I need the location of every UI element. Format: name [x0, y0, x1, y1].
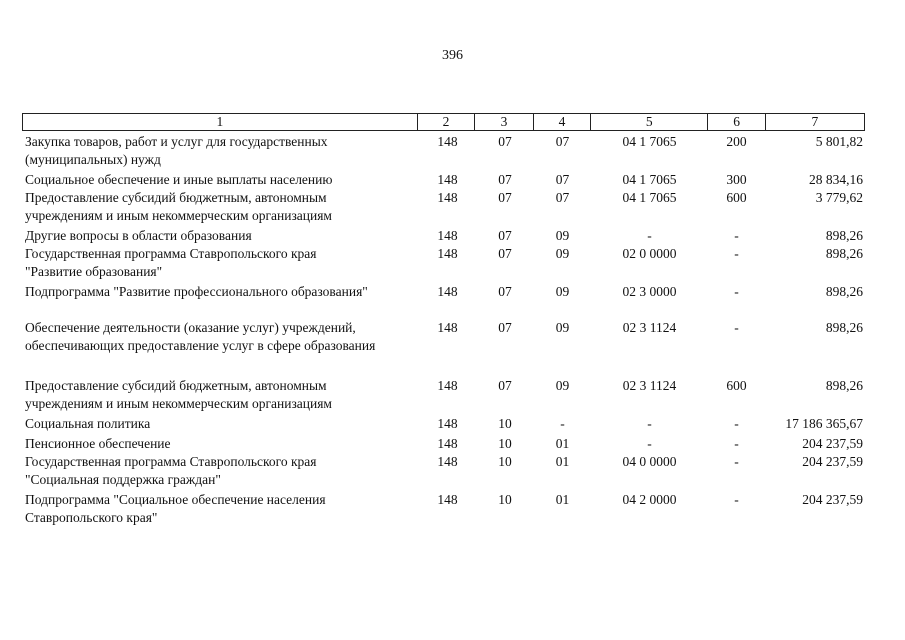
row-amount: 898,26: [825, 320, 863, 335]
row-col-4: 01: [555, 454, 570, 469]
row-name: Закупка товаров, работ и услуг для государственных (муниципальных) нужд: [25, 134, 328, 167]
row-col-5: 04 1 7065: [622, 134, 677, 149]
row-col-5: 04 0 0000: [622, 454, 677, 469]
row-amount: 204 237,59: [802, 436, 863, 451]
row-amount: 17 186 365,67: [785, 416, 863, 431]
row-amount: 898,26: [825, 378, 863, 393]
row-col-5: -: [647, 228, 652, 243]
row-col-6: -: [734, 416, 739, 431]
row-col-5: 02 0 0000: [622, 246, 677, 261]
row-col-5: -: [647, 436, 652, 451]
row-col-2: 148: [437, 172, 458, 187]
row-col-6: -: [734, 246, 739, 261]
row-col-3: 07: [498, 190, 512, 205]
row-amount: 898,26: [825, 246, 863, 261]
row-col-5: 04 2 0000: [622, 492, 677, 507]
row-col-3: 10: [498, 492, 512, 507]
table-row: [22, 491, 865, 527]
row-col-6: -: [734, 284, 739, 299]
row-col-3: 10: [498, 454, 512, 469]
row-col-6: -: [734, 492, 739, 507]
row-name: Другие вопросы в области образования: [25, 228, 252, 243]
row-col-2: 148: [437, 284, 458, 299]
table-row: [22, 453, 865, 489]
row-col-2: 148: [437, 436, 458, 451]
row-amount: 5 801,82: [815, 134, 863, 149]
row-name: Пенсионное обеспечение: [25, 436, 171, 451]
row-col-4: 09: [555, 320, 570, 335]
row-col-4: 01: [555, 492, 570, 507]
row-col-4: -: [560, 416, 565, 431]
row-col-3: 07: [498, 228, 512, 243]
row-col-4: 09: [555, 228, 570, 243]
header-col-7: 7: [765, 114, 864, 130]
row-col-5: 04 1 7065: [622, 172, 677, 187]
row-col-5: 04 1 7065: [622, 190, 677, 205]
row-name: Государственная программа Ставропольского края "Социальная поддержка граждан": [25, 454, 317, 487]
row-col-3: 07: [498, 172, 512, 187]
budget-table: [22, 113, 865, 527]
row-col-3: 07: [498, 284, 512, 299]
page-number: 396: [442, 48, 463, 63]
table-row: [22, 283, 865, 319]
row-name: Социальная политика: [25, 416, 151, 431]
row-col-4: 07: [555, 134, 570, 149]
header-col-1: 1: [216, 114, 224, 129]
row-name: Подпрограмма "Развитие профессионального образования": [25, 284, 368, 299]
row-col-5: 02 3 1124: [622, 378, 677, 393]
table-row: [22, 245, 865, 281]
row-name: Предоставление субсидий бюджетным, автономным учреждениям и иным некоммерческим организациям: [25, 378, 332, 411]
row-col-2: 148: [437, 246, 458, 261]
row-col-3: 10: [498, 416, 512, 431]
row-col-6: 600: [726, 190, 747, 205]
row-col-6: -: [734, 320, 739, 335]
row-col-4: 09: [555, 246, 570, 261]
table-row: [22, 377, 865, 413]
table-row: [22, 189, 865, 225]
row-col-2: 148: [437, 190, 458, 205]
row-col-3: 07: [498, 134, 512, 149]
row-name: Государственная программа Ставропольского края "Развитие образования": [25, 246, 317, 279]
row-amount: 898,26: [825, 228, 863, 243]
row-col-2: 148: [437, 416, 458, 431]
table-row: [22, 133, 865, 169]
row-col-6: -: [734, 454, 739, 469]
row-col-3: 07: [498, 320, 512, 335]
row-col-5: 02 3 0000: [622, 284, 677, 299]
row-col-5: 02 3 1124: [622, 320, 677, 335]
row-col-4: 09: [555, 284, 570, 299]
row-name: Предоставление субсидий бюджетным, автономным учреждениям и иным некоммерческим организациям: [25, 190, 332, 223]
header-col-4: 4: [533, 114, 591, 130]
table-row: [22, 319, 865, 377]
row-col-2: 148: [437, 320, 458, 335]
row-col-4: 01: [555, 436, 570, 451]
row-col-6: -: [734, 436, 739, 451]
table-row: [22, 415, 865, 433]
header-col-3: 3: [474, 114, 533, 130]
row-col-2: 148: [437, 454, 458, 469]
header-col-6: 6: [707, 114, 765, 130]
row-name: Социальное обеспечение и иные выплаты населению: [25, 172, 333, 187]
row-col-4: 09: [555, 378, 570, 393]
row-col-2: 148: [437, 134, 458, 149]
row-name: Подпрограмма "Социальное обеспечение населения Ставропольского края": [25, 492, 326, 525]
row-col-3: 07: [498, 246, 512, 261]
table-row: [22, 171, 865, 189]
row-amount: 204 237,59: [802, 454, 863, 469]
row-amount: 3 779,62: [815, 190, 863, 205]
row-col-6: 600: [726, 378, 747, 393]
row-col-2: 148: [437, 228, 458, 243]
row-col-2: 148: [437, 492, 458, 507]
header-col-5: 5: [590, 114, 707, 130]
row-col-5: -: [647, 416, 652, 431]
row-col-3: 10: [498, 436, 512, 451]
row-col-3: 07: [498, 378, 512, 393]
table-row: [22, 435, 865, 453]
header-col-2: 2: [417, 114, 475, 130]
row-col-6: 200: [726, 134, 747, 149]
table-row: [22, 227, 865, 245]
row-col-4: 07: [555, 172, 570, 187]
row-amount: 204 237,59: [802, 492, 863, 507]
row-amount: 898,26: [825, 284, 863, 299]
table-header: [22, 113, 865, 131]
row-col-2: 148: [437, 378, 458, 393]
row-col-6: -: [734, 228, 739, 243]
row-col-6: 300: [726, 172, 747, 187]
row-col-4: 07: [555, 190, 570, 205]
row-name: Обеспечение деятельности (оказание услуг) учреждений, обеспечивающих предоставление услуг в сфере образования: [25, 320, 376, 353]
row-amount: 28 834,16: [809, 172, 863, 187]
